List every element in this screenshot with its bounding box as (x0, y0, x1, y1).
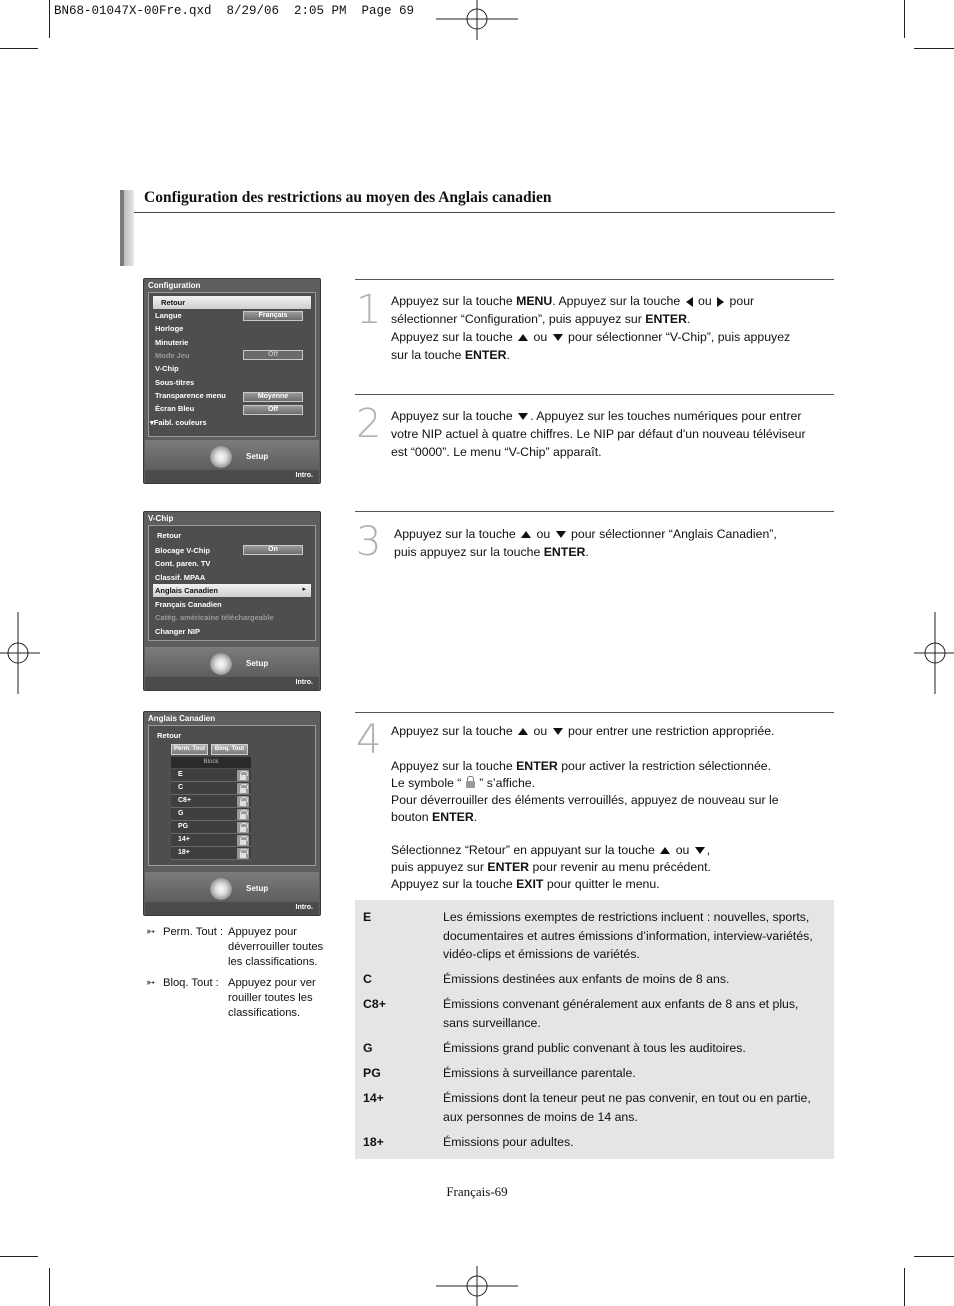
step-1-text: Appuyez sur la touche MENU. Appuyez sur la touche ou pour sélectionner “Configuration”, puis appuyez sur ENTER. Appuyez sur la touche ou pour sélectionner “V-Chip”, puis appuyez sur la touche ENTER. (391, 294, 791, 362)
lock-icon (237, 848, 249, 859)
arrow-down-icon (518, 413, 528, 420)
gear-icon (207, 446, 235, 468)
osd-value-langue: Français (243, 311, 303, 321)
osd-item-sous-titres[interactable]: Sous-titres (155, 378, 195, 387)
osd-item-transparence[interactable]: Transparence menu (155, 391, 226, 400)
intro-label: Intro. (295, 472, 313, 479)
lock-icon (237, 783, 249, 794)
osd-configuration-screen (143, 278, 321, 484)
rating-code: C8+ (363, 997, 386, 1011)
osd-footer (145, 872, 319, 906)
rating-row-g[interactable] (171, 808, 251, 821)
registration-mark-right (914, 612, 954, 694)
arrow-note-icon: ➳ (146, 977, 156, 989)
rating-desc: Les émissions exemptes de restrictions incluent : nouvelles, sports, documentaires et autres émissions d’information, interview-variétés, vidéo-clips et émissions de variétés. (443, 910, 813, 961)
osd-item-retour[interactable]: Retour (157, 531, 182, 540)
osd-anglais-canadien-screen (143, 711, 321, 916)
rating-label: PG (178, 823, 189, 830)
rating-code: C (363, 972, 372, 986)
block-header: Block (171, 757, 251, 768)
osd-footer (145, 647, 319, 681)
setup-label: Setup (246, 452, 269, 461)
gear-icon (207, 878, 235, 900)
registration-mark-bottom (436, 1266, 518, 1306)
note-line: Appuyez pour (228, 926, 298, 938)
step-2-text: Appuyez sur la touche . Appuyez sur les touches numériques pour entrer votre NIP actuel à quatre chiffres. Le NIP par défaut d'un nouveau téléviseur est “0000”. Le menu “V-Chip” apparaît. (391, 409, 806, 459)
osd-item-anglais-canadien: Anglais Canadien (155, 586, 218, 595)
lock-icon (237, 796, 249, 807)
rating-desc: Émissions dont la teneur peut ne pas convenir, en tout ou en partie, aux personnes de moins de 14 ans. (443, 1091, 811, 1124)
rating-row-pg[interactable] (171, 821, 251, 834)
osd-title: Anglais Canadien (148, 714, 216, 723)
arrow-up-icon (660, 847, 670, 854)
section-rule (134, 212, 835, 213)
osd-item-ecran-bleu[interactable]: Écran Bleu (155, 404, 195, 413)
step-4-number: 4 (356, 717, 382, 763)
note-label: Bloq. Tout : (163, 977, 219, 989)
note-line: rouiller toutes les (228, 992, 313, 1004)
rating-code: E (363, 910, 372, 924)
step-2-rule (355, 394, 834, 395)
page-number: Français-69 (446, 1184, 508, 1199)
intro-label: Intro. (295, 679, 313, 686)
osd-menu-panel (148, 725, 316, 866)
rating-label: 14+ (178, 836, 190, 843)
osd-item-classif-mpaa[interactable]: Classif. MPAA (155, 573, 206, 582)
step-4-rule (355, 712, 834, 713)
osd-item-horloge[interactable]: Horloge (155, 324, 184, 333)
arrow-right-icon (717, 297, 724, 307)
arrow-down-icon (553, 728, 563, 735)
arrow-down-icon (553, 334, 563, 341)
note-desc (228, 976, 316, 1021)
section-title: Configuration des restrictions au moyen des Anglais canadien (144, 189, 552, 206)
ratings-table (355, 900, 834, 1159)
rating-code: 14+ (363, 1091, 384, 1105)
rating-desc: Émissions destinées aux enfants de moins de 8 ans. (443, 972, 730, 986)
rating-row-e[interactable] (171, 769, 251, 782)
osd-value-ecran-bleu: Off (243, 405, 303, 415)
rating-row-c8[interactable] (171, 795, 251, 808)
bloq-tout-button[interactable]: Bloq. Tout (211, 744, 248, 755)
step-4-text: Appuyez sur la touche ou pour entrer une restriction appropriée. Appuyez sur la touche ENTER pour activer la restriction sélectionnée. Le symbole “ ” s’affiche. Pour déverrouiller des éléments verrouillés, appuyez de nouveau sur le bouton ENTER. Sélectionnez “Retour” en appuyant sur la touche ou , puis appuyez sur ENTER pour revenir au menu précédent. Appuyez sur la touche EXIT pour quitter le menu. (391, 724, 779, 891)
osd-selected-row[interactable] (153, 584, 311, 597)
osd-item-categ-americaine[interactable]: Catég. américaine téléchargeable (155, 613, 274, 622)
step-3-text: Appuyez sur la touche ou pour sélectionner “Anglais Canadien”, puis appuyez sur la touche ENTER. (394, 527, 777, 559)
rating-label: E (178, 771, 183, 778)
note-line: Appuyez pour ver (228, 977, 316, 989)
rating-desc: Émissions convenant généralement aux enfants de 8 ans et plus, sans surveillance. (443, 997, 799, 1030)
osd-item-langue[interactable]: Langue (155, 311, 182, 320)
osd-value-mode-jeu: Off (243, 350, 303, 360)
lock-icon (237, 835, 249, 846)
osd-title: V-Chip (148, 514, 174, 523)
note-line: déverrouiller toutes (228, 941, 324, 953)
rating-desc: Émissions pour adultes. (443, 1135, 574, 1149)
rating-label: G (178, 810, 184, 817)
osd-bottom-bar (145, 470, 319, 483)
arrow-down-icon (556, 531, 566, 538)
step-1-rule (355, 279, 834, 280)
osd-item-blocage[interactable]: Blocage V-Chip (155, 546, 211, 555)
note-label: Perm. Tout : (163, 926, 224, 938)
lock-icon (237, 809, 249, 820)
lock-icon (237, 770, 249, 781)
rating-desc: Émissions grand public convenant à tous les auditoires. (443, 1041, 746, 1055)
step-3-number: 3 (356, 519, 382, 565)
osd-menu-panel (148, 292, 316, 437)
setup-label: Setup (246, 659, 269, 668)
note-line: classifications. (228, 1007, 301, 1019)
osd-item-mode-jeu[interactable]: Mode Jeu (155, 351, 190, 360)
rating-code: PG (363, 1066, 381, 1080)
note-desc (228, 925, 323, 970)
rating-row-c[interactable] (171, 782, 251, 795)
rating-desc: Émissions à surveillance parentale. (443, 1066, 636, 1080)
rating-row-18[interactable] (171, 847, 251, 860)
registration-mark-top (436, 0, 518, 40)
osd-item-retour: Retour (161, 298, 186, 307)
note-line: les classifications. (228, 956, 318, 968)
perm-tout-button[interactable]: Perm. Tout (171, 744, 208, 755)
rating-label: C8+ (178, 797, 192, 804)
osd-bottom-bar (145, 677, 319, 690)
arrow-right-icon: ▸ (302, 586, 306, 593)
rating-code: 18+ (363, 1135, 384, 1149)
osd-footer (145, 440, 319, 474)
registration-mark-left (0, 612, 40, 694)
step-1-number: 1 (356, 287, 382, 333)
osd-item-francais-canadien[interactable]: Français Canadien (155, 600, 222, 609)
section-bar (120, 190, 134, 266)
rating-code: G (363, 1041, 373, 1055)
osd-item-minuterie[interactable]: Minuterie (155, 338, 189, 347)
osd-vchip-screen (143, 511, 321, 691)
osd-item-changer-nip[interactable]: Changer NIP (155, 627, 201, 636)
step-3-rule (355, 511, 834, 512)
gear-icon (207, 653, 235, 675)
lock-icon (466, 776, 475, 788)
osd-selected-row[interactable] (153, 296, 311, 309)
osd-title: Configuration (148, 281, 201, 290)
arrow-up-icon (521, 531, 531, 538)
rating-row-14[interactable] (171, 834, 251, 847)
arrow-up-icon (518, 334, 528, 341)
arrow-up-icon (518, 728, 528, 735)
rating-label: 18+ (178, 849, 190, 856)
osd-value-blocage: On (243, 545, 303, 555)
arrow-note-icon: ➳ (146, 926, 156, 938)
osd-value-transparence: Moyenne (243, 392, 303, 402)
arrow-left-icon (686, 297, 693, 307)
step-2-number: 2 (356, 401, 382, 447)
osd-item-cont-paren[interactable]: Cont. paren. TV (155, 559, 211, 568)
osd-menu-panel (148, 525, 316, 641)
osd-item-faibl-couleurs[interactable]: ▾Faibl. couleurs (150, 418, 207, 427)
rating-label: C (178, 784, 184, 791)
intro-label: Intro. (295, 904, 313, 911)
file-header: BN68-01047X-00Fre.qxd 8/29/06 2:05 PM Page 69 (54, 4, 415, 18)
osd-bottom-bar (145, 902, 319, 915)
setup-label: Setup (246, 884, 269, 893)
osd-item-retour[interactable]: Retour (157, 731, 182, 740)
osd-item-v-chip[interactable]: V-Chip (155, 364, 179, 373)
arrow-down-icon (695, 847, 705, 854)
lock-icon (237, 822, 249, 833)
